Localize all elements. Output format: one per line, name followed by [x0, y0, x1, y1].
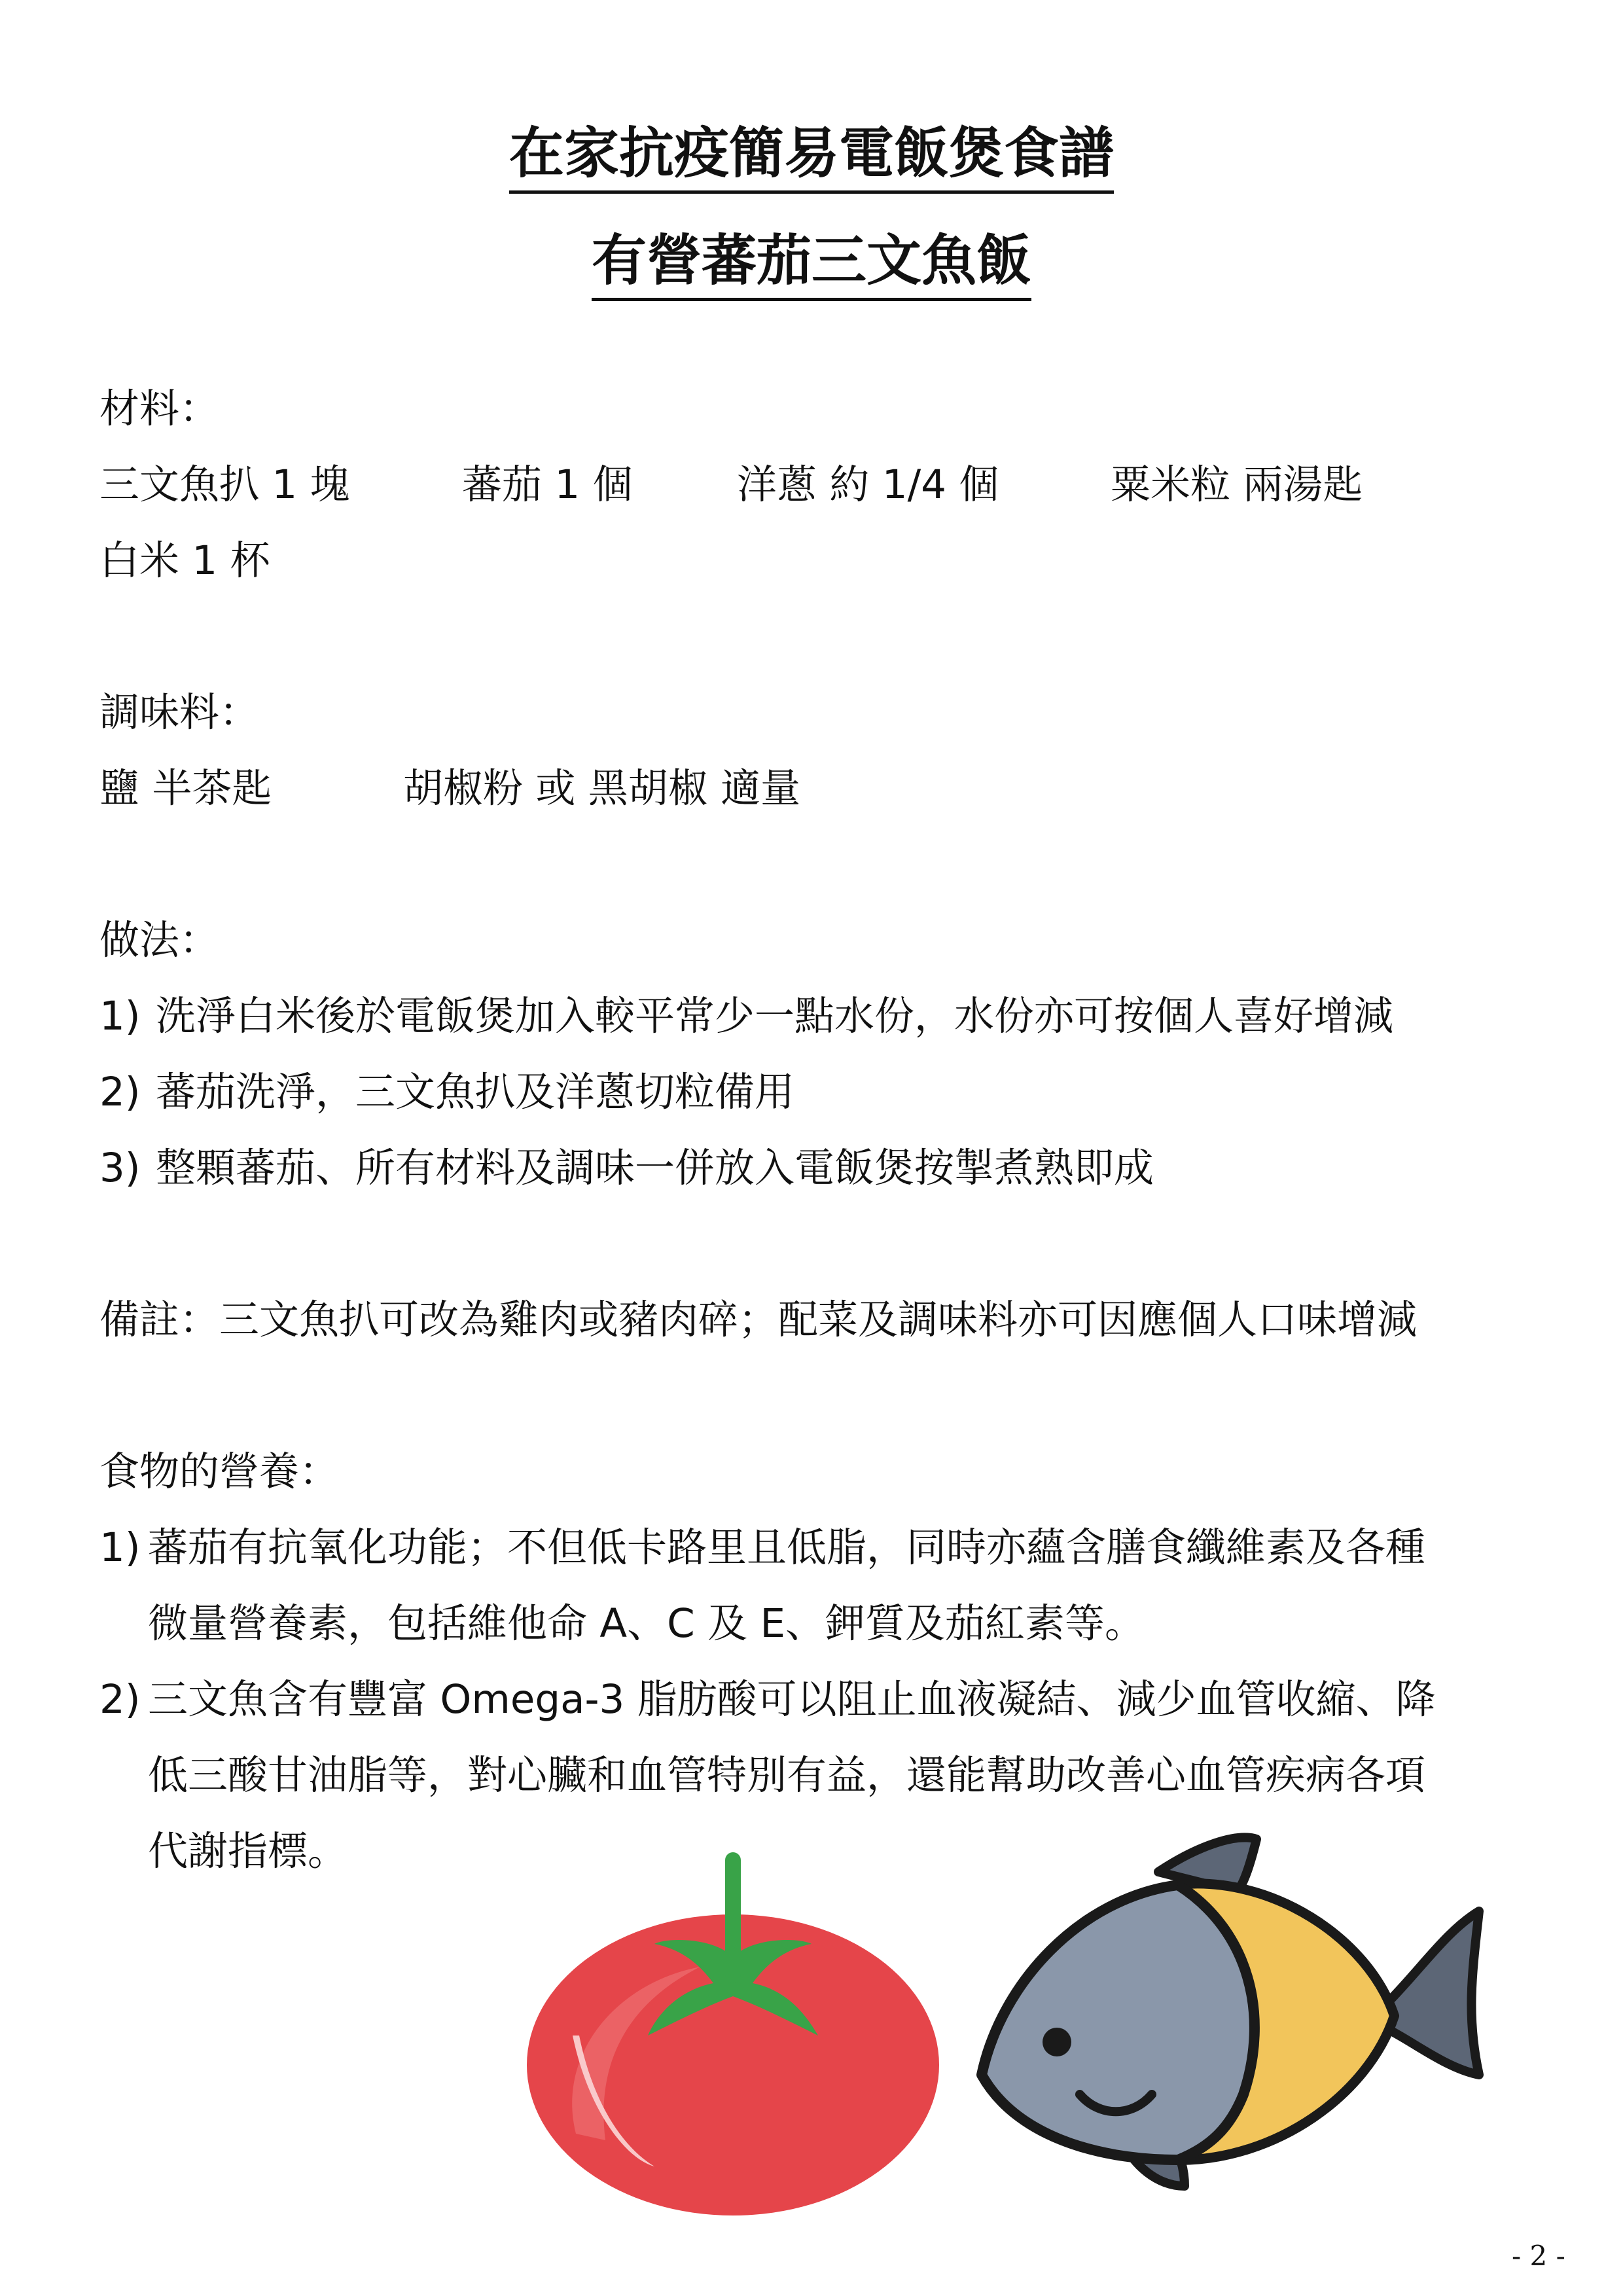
ingredient-tomato: 蕃茄 1 個 [462, 461, 633, 508]
fish-illustration [962, 1820, 1512, 2206]
nutrition-line: 代謝指標。 [148, 1828, 348, 1874]
ingredient-corn: 粟米粒 兩湯匙 [1111, 461, 1363, 508]
nutrition-number: 1) [99, 1524, 141, 1571]
nutrition-heading: 食物的營養： [99, 1448, 340, 1495]
tomato-illustration [517, 1839, 949, 2225]
ingredient-onion: 洋蔥 約 1/4 個 [737, 461, 999, 508]
ingredients-heading: 材料： [99, 386, 220, 432]
method-heading: 做法： [99, 917, 220, 963]
ingredient-salmon: 三文魚扒 1 塊 [99, 461, 350, 508]
nutrition-number: 2) [99, 1676, 141, 1723]
seasoning-pepper: 胡椒粉 或 黑胡椒 適量 [403, 765, 801, 812]
step-number: 3) [99, 1145, 141, 1191]
nutrition-line: 蕃茄有抗氧化功能；不但低卡路里且低脂，同時亦蘊含膳食纖維素及各種 [148, 1524, 1426, 1571]
step-text: 洗淨白米後於電飯煲加入較平常少一點水份，水份亦可按個人喜好增減 [156, 993, 1394, 1039]
step-text: 整顆蕃茄、所有材料及調味一併放入電飯煲按掣煮熟即成 [156, 1145, 1154, 1191]
note-text: 備註：三文魚扒可改為雞肉或豬肉碎；配菜及調味料亦可因應個人口味增減 [99, 1297, 1418, 1343]
page-title: 在家抗疫簡易電飯煲食譜 [0, 126, 1623, 181]
nutrition-line: 微量營養素，包括維他命 A、C 及 E、鉀質及茄紅素等。 [148, 1600, 1145, 1647]
seasoning-heading: 調味料： [99, 689, 260, 736]
nutrition-line: 三文魚含有豐富 Omega-3 脂肪酸可以阻止血液凝結、減少血管收縮、降 [148, 1676, 1436, 1723]
page-number: - 2 - [1512, 2240, 1565, 2272]
seasoning-salt: 鹽 半茶匙 [99, 765, 272, 812]
nutrition-line: 低三酸甘油脂等，對心臟和血管特別有益，還能幫助改善心血管疾病各項 [148, 1752, 1426, 1799]
step-number: 2) [99, 1069, 141, 1115]
step-text: 蕃茄洗淨，三文魚扒及洋蔥切粒備用 [156, 1069, 795, 1115]
ingredient-rice: 白米 1 杯 [99, 537, 270, 584]
step-number: 1) [99, 993, 141, 1039]
recipe-title: 有營蕃茄三文魚飯 [0, 233, 1623, 288]
